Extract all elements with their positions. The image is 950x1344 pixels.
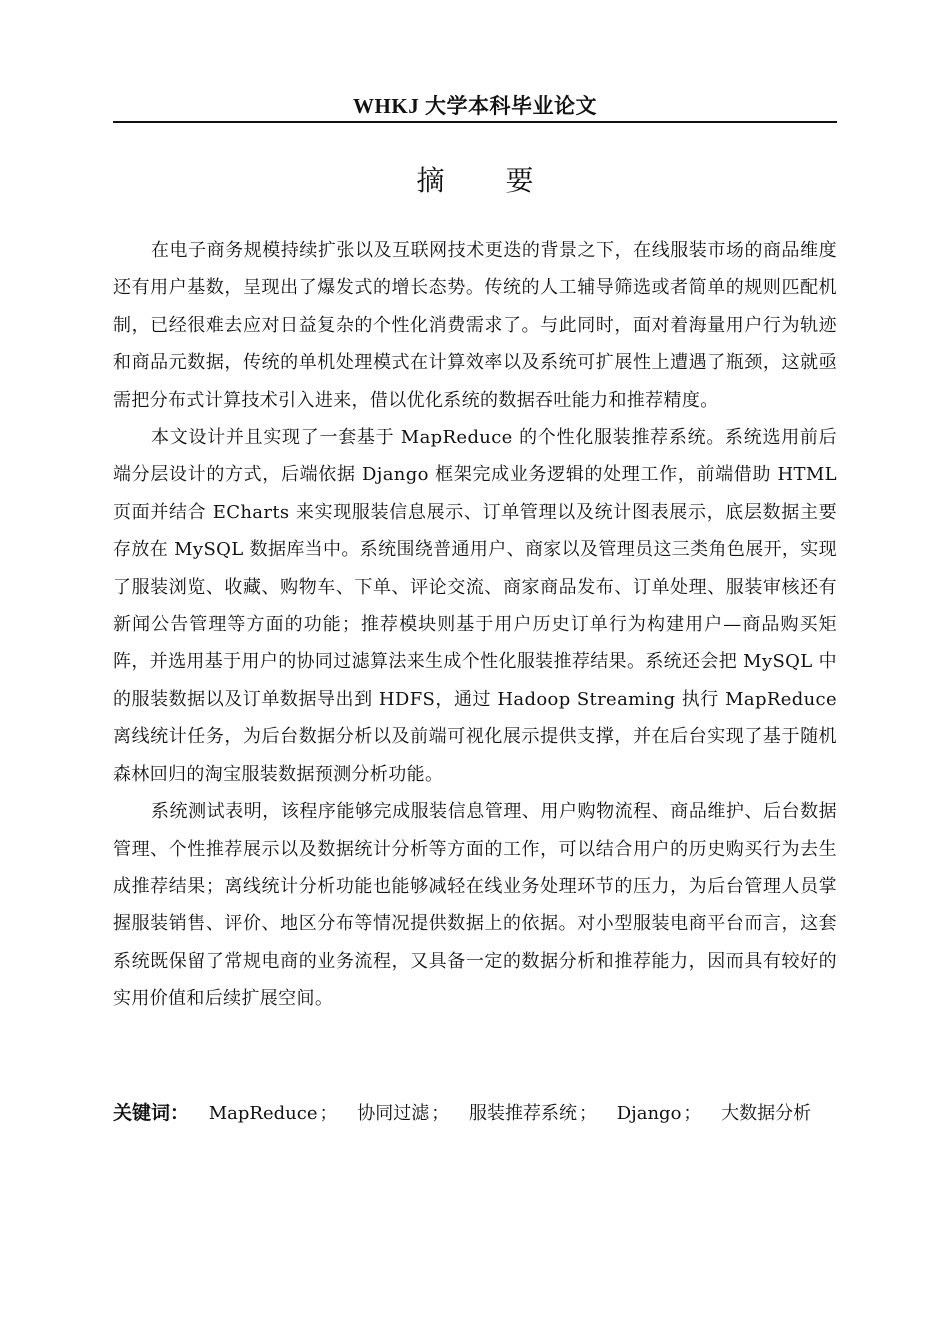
running-header: WHKJ 大学本科毕业论文 [353,94,597,118]
keyword-1: MapReduce [208,1103,318,1124]
keyword-separator: ； [431,1103,450,1124]
header-rule [113,121,837,123]
keyword-separator: ； [683,1103,702,1124]
abstract-paragraph-3: 系统测试表明，该程序能够完成服装信息管理、用户购物流程、商品维护、后台数据管理、个性推荐展示以及数据统计分析等方面的工作，可以结合用户的历史购买行为去生成推荐结果；离线统计分析功能也能够减轻在线业务处理环节的压力，为后台管理人员掌握服装销售、评价、地区分布等情况提供数据上的依据。对小型服装电商平台而言，这套系统既保留了常规电商的业务流程，又具备一定的数据分析和推荐能力，因而具有较好的实用价值和后续扩展空间。 [113,801,837,1010]
abstract-paragraph-2: 本文设计并且实现了一套基于 MapReduce 的个性化服装推荐系统。系统选用前后端分层设计的方式，后端依据 Django 框架完成业务逻辑的处理工作，前端借助 HTML 页面并结合 ECharts 来实现服装信息展示、订单管理以及统计图表展示，底层数据主要存放在 MySQL 数据库当中。系统围绕普通用户、商家以及管理员这三类角色展开，实现了服装浏览、收藏、购物车、下单、评论交流、商家商品发布、订单处理、服装审核还有新闻公告管理等方面的功能；推荐模块则基于用户历史订单行为构建用户—商品购买矩阵，并选用基于用户的协同过滤算法来生成个性化服装推荐结果。系统还会把 MySQL 中的服装数据以及订单数据导出到 HDFS，通过 Hadoop Streaming 执行 MapReduce 离线统计任务，为后台数据分析以及前端可视化展示提供支撑，并在后台实现了基于随机森林回归的淘宝服装数据预测分析功能。 [113,427,837,785]
keywords-line [113,1095,837,1131]
abstract-heading: 摘 要 [416,164,560,197]
abstract-paragraph-1: 在电子商务规模持续扩张以及互联网技术更迭的背景之下，在线服装市场的商品维度还有用户基数，呈现出了爆发式的增长态势。传统的人工辅导筛选或者简单的规则匹配机制，已经很难去应对日益复杂的个性化消费需求了。与此同时，面对着海量用户行为轨迹和商品元数据，传统的单机处理模式在计算效率以及系统可扩展性上遭遇了瓶颈，这就亟需把分布式计算技术引入进来，借以优化系统的数据吞吐能力和推荐精度。 [113,240,837,411]
keyword-3: 服装推荐系统 [468,1103,577,1124]
abstract-body [113,232,837,1018]
keyword-4: Django [616,1103,682,1124]
keyword-2: 协同过滤 [357,1103,430,1124]
keyword-separator: ； [578,1103,597,1124]
keywords-label: 关键词： [113,1102,190,1124]
keyword-separator: ； [319,1103,338,1124]
keyword-5: 大数据分析 [721,1103,812,1124]
